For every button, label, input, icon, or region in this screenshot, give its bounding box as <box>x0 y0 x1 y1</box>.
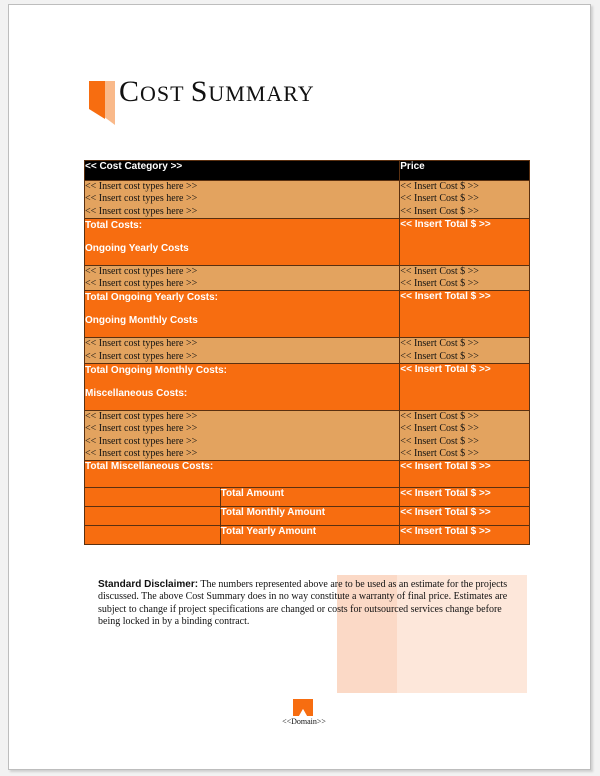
cost-price: << Insert Cost $ >> <box>400 447 479 459</box>
section-total-value: << Insert Total $ >> <box>400 461 530 488</box>
cost-category-header: << Cost Category >> <box>85 161 400 181</box>
price-header: Price <box>400 161 530 181</box>
cost-price: << Insert Cost $ >> <box>400 278 479 290</box>
empty-cell <box>85 526 221 545</box>
cost-item: << Insert cost types here >> <box>85 205 198 217</box>
cost-item: << Insert cost types here >> <box>85 435 198 447</box>
yearly-total-value: << Insert Total $ >> <box>400 526 530 545</box>
table-row <box>85 265 530 291</box>
section-heading: Miscellaneous Costs: <box>85 388 188 400</box>
cost-item: << Insert cost types here >> <box>85 193 198 205</box>
cost-price: << Insert Cost $ >> <box>400 193 479 205</box>
cost-item: << Insert cost types here >> <box>85 423 198 435</box>
footer-domain: <<Domain>> <box>282 717 326 726</box>
table-row <box>85 411 530 461</box>
cost-prices-cell <box>400 265 530 291</box>
cost-price: << Insert Cost $ >> <box>400 181 479 192</box>
section-total-value: << Insert Total $ >> <box>400 218 530 265</box>
yearly-total-label: Total Yearly Amount <box>220 526 400 545</box>
table-header-row <box>85 161 530 181</box>
total-label: Total Miscellaneous Costs: <box>85 461 214 473</box>
section-total-value: << Insert Total $ >> <box>400 364 530 411</box>
cost-prices-cell <box>400 411 530 461</box>
cost-items-cell <box>85 411 400 461</box>
grand-total-value: << Insert Total $ >> <box>400 488 530 507</box>
cost-item: << Insert cost types here >> <box>85 265 198 277</box>
cost-price: << Insert Cost $ >> <box>400 423 479 435</box>
cost-item: << Insert cost types here >> <box>85 338 198 350</box>
page-title: COST SUMMARY <box>119 75 315 108</box>
cost-items-cell <box>85 265 400 291</box>
cost-items-cell <box>85 338 400 364</box>
total-label: Total Ongoing Monthly Costs: <box>85 365 228 377</box>
section-total-cell <box>85 218 400 265</box>
cost-item: << Insert cost types here >> <box>85 181 198 192</box>
cost-items-cell <box>85 181 400 219</box>
section-heading: Ongoing Yearly Costs <box>85 242 189 254</box>
disclaimer <box>98 579 518 628</box>
cost-item: << Insert cost types here >> <box>85 447 198 459</box>
table-row <box>85 364 530 411</box>
section-total-value: << Insert Total $ >> <box>400 291 530 338</box>
disclaimer-label: Standard Disclaimer: <box>98 579 199 590</box>
table-row <box>85 526 530 545</box>
cost-price: << Insert Cost $ >> <box>400 411 479 423</box>
table-row <box>85 291 530 338</box>
cost-price: << Insert Cost $ >> <box>400 205 479 217</box>
cost-price: << Insert Cost $ >> <box>400 265 479 277</box>
cost-item: << Insert cost types here >> <box>85 278 198 290</box>
cost-price: << Insert Cost $ >> <box>400 435 479 447</box>
monthly-total-value: << Insert Total $ >> <box>400 507 530 526</box>
cost-item: << Insert cost types here >> <box>85 350 198 362</box>
empty-cell <box>85 488 221 507</box>
cost-prices-cell <box>400 338 530 364</box>
cost-item: << Insert cost types here >> <box>85 411 198 423</box>
table-row <box>85 181 530 219</box>
table-row <box>85 488 530 507</box>
section-total-cell <box>85 461 400 488</box>
empty-cell <box>85 507 221 526</box>
table-row <box>85 461 530 488</box>
cost-prices-cell <box>400 181 530 219</box>
section-total-cell <box>85 364 400 411</box>
grand-total-label: Total Amount <box>220 488 400 507</box>
section-heading: Ongoing Monthly Costs <box>85 315 198 327</box>
monthly-total-label: Total Monthly Amount <box>220 507 400 526</box>
disclaimer-text: The numbers represented above are to be used as an estimate for the projects discussed. The above Cost Summary does in no way constitute a warranty of final price. Estimates are subject to change if project specifications are changed or costs for outsourced services change before being locked in by a binding contract. <box>98 579 508 627</box>
section-total-cell <box>85 291 400 338</box>
cost-price: << Insert Cost $ >> <box>400 350 479 362</box>
document-page <box>8 4 591 770</box>
cost-price: << Insert Cost $ >> <box>400 338 479 350</box>
cost-table <box>84 160 530 545</box>
footer-logo-icon <box>292 697 314 717</box>
table-row <box>85 338 530 364</box>
table-row <box>85 218 530 265</box>
total-label: Total Ongoing Yearly Costs: <box>85 292 218 304</box>
table-row <box>85 507 530 526</box>
total-label: Total Costs: <box>85 219 143 231</box>
